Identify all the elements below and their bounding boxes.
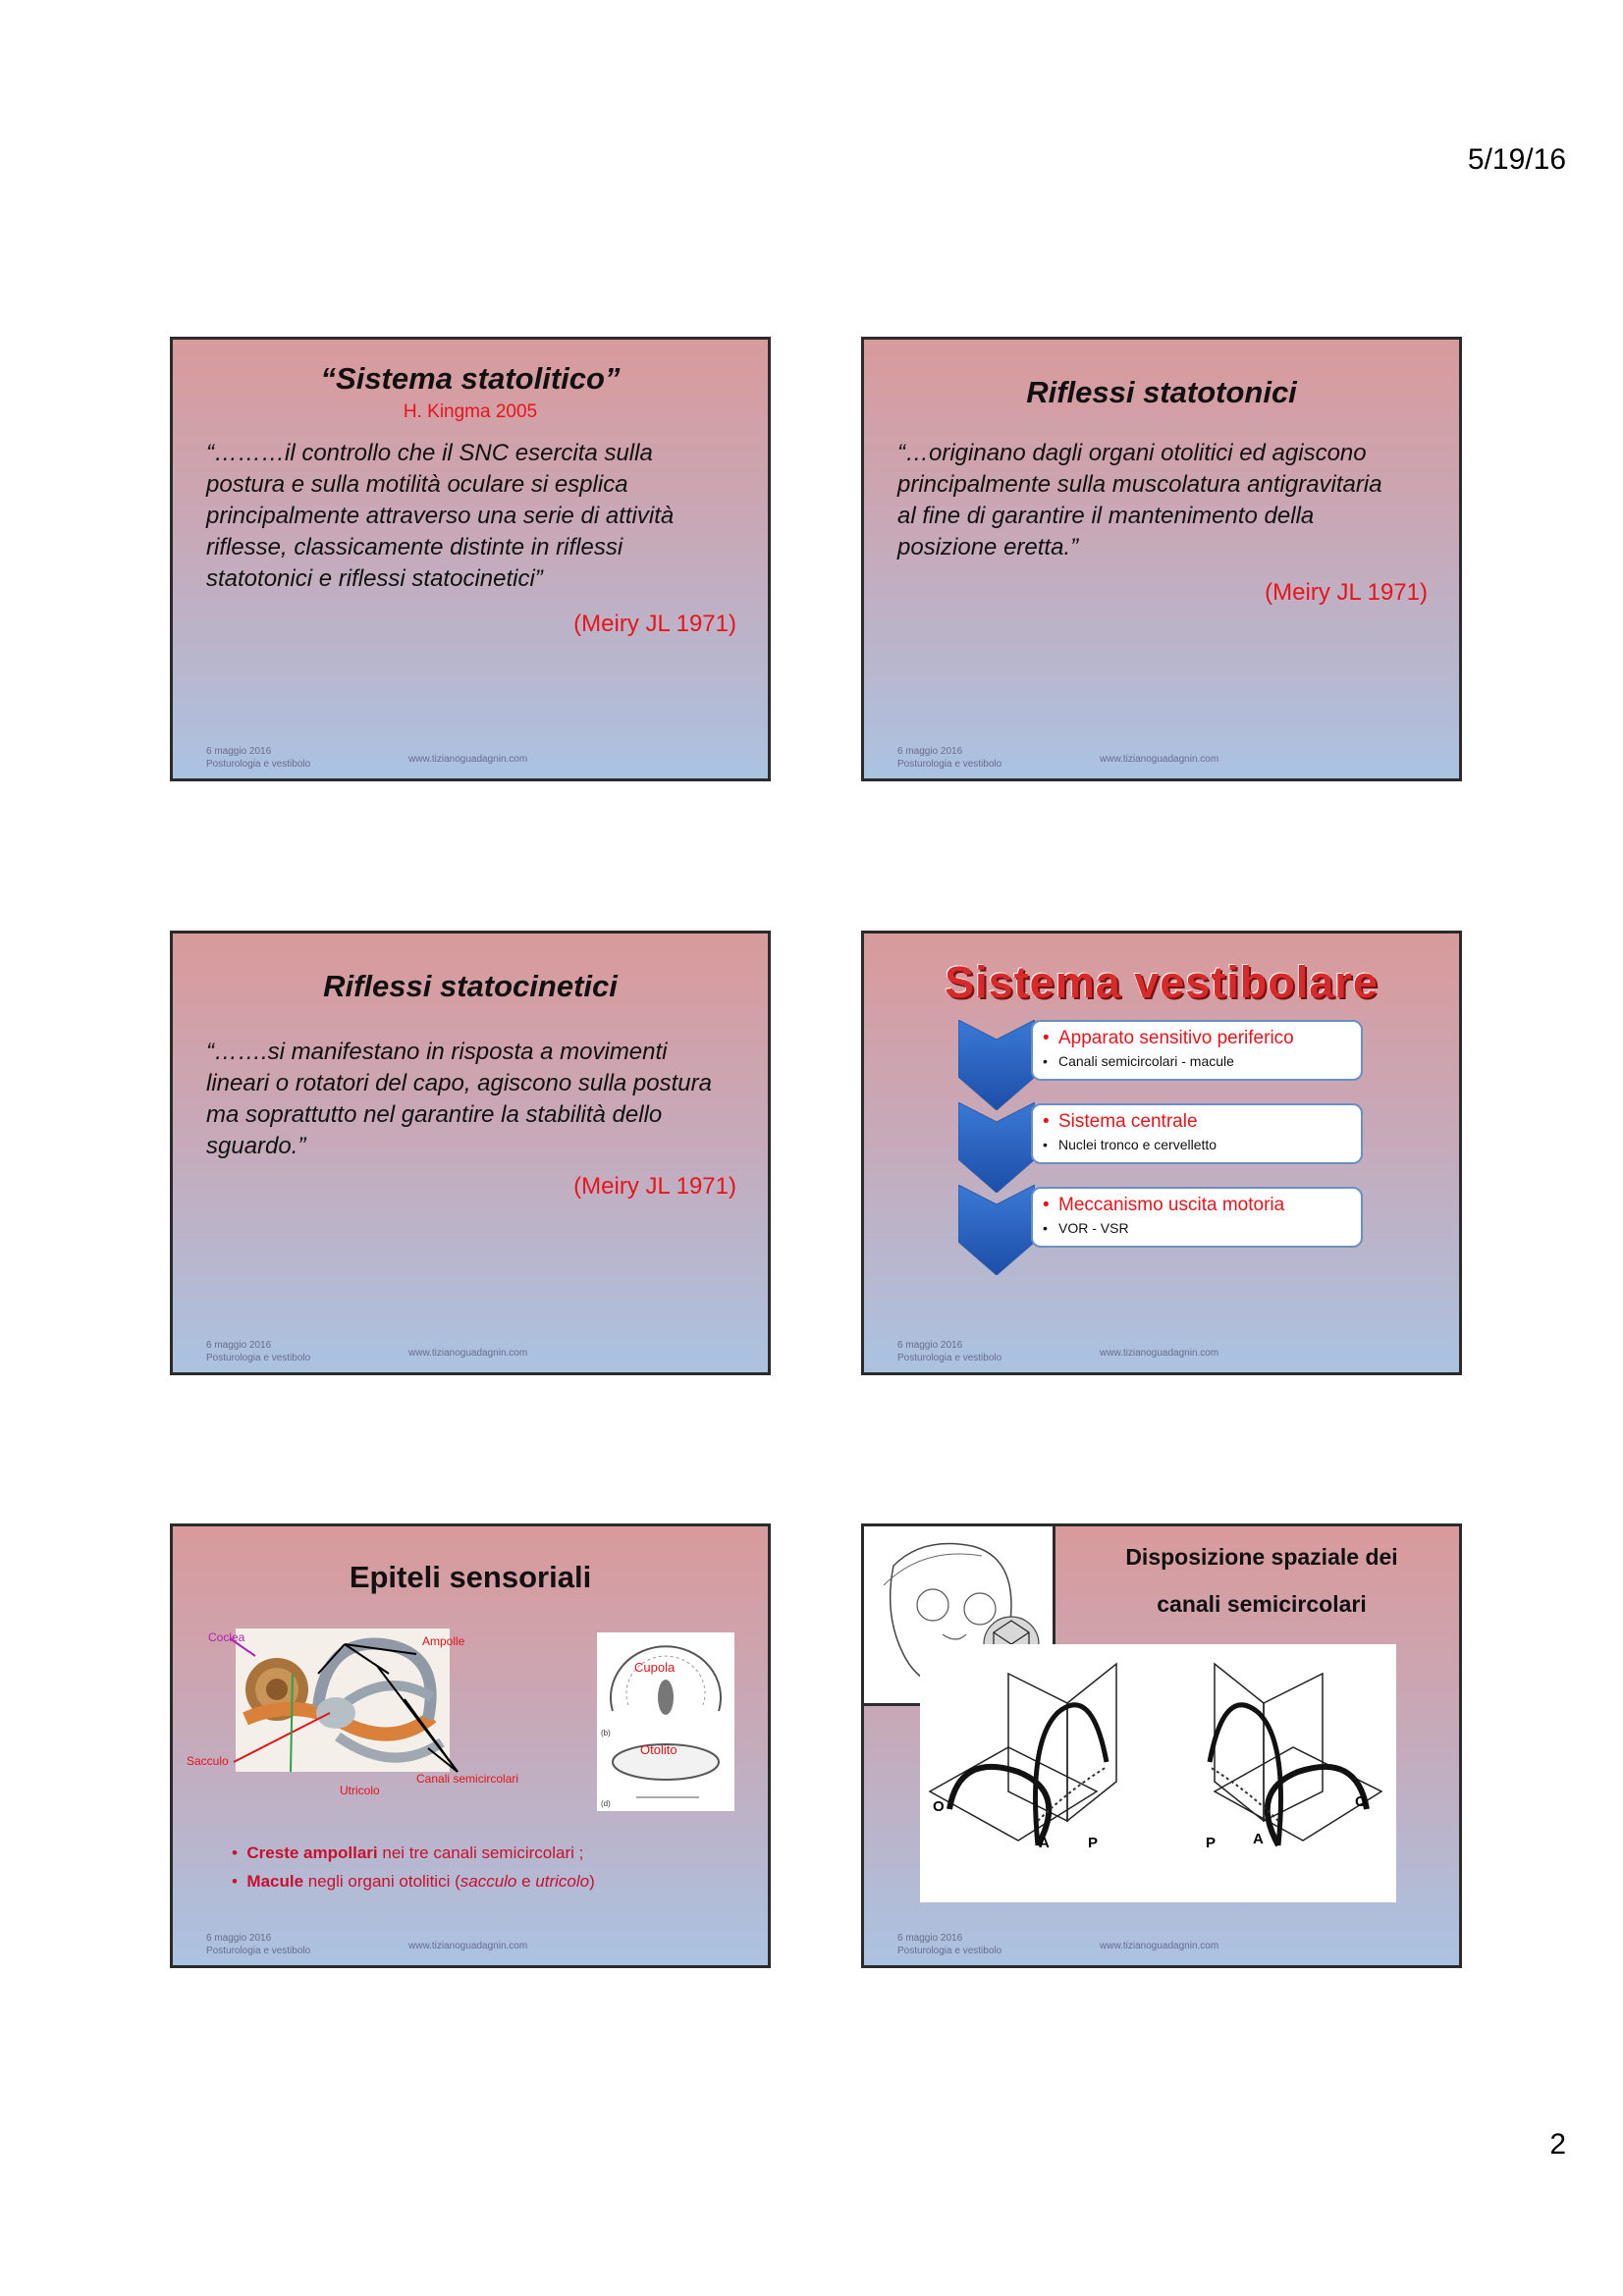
quote-text: [206, 438, 736, 595]
semicircular-canals-diagram: [920, 1644, 1396, 1902]
item-main: Apparato sensitivo periferico: [1058, 1028, 1294, 1048]
footer-course: Posturologia e vestibolo: [897, 1353, 1002, 1363]
footer-site: www.tizianoguadagnin.com: [1100, 1941, 1219, 1951]
item-main: Meccanismo uscita motoria: [1058, 1195, 1285, 1215]
quote-line: lineari o rotatori del capo, agiscono sulla postura: [206, 1070, 712, 1096]
bullet-list: [232, 1839, 595, 1896]
label-sacculo: Sacculo: [187, 1754, 229, 1768]
slide-sistema-vestibolare: [861, 931, 1462, 1375]
footer-site: www.tizianoguadagnin.com: [408, 754, 528, 765]
list-item: [1031, 1187, 1363, 1248]
slide-title-line: canali semicircolari: [1157, 1591, 1367, 1617]
list-item: • Creste ampollari nei tre canali semicircolari ;: [232, 1843, 584, 1862]
slide-disposizione-canali: [861, 1523, 1462, 1968]
bullet: •: [1043, 1195, 1050, 1215]
slide-title: Riflessi statotonici: [1026, 375, 1297, 409]
page-number: 2: [1549, 2128, 1566, 2161]
list-item: [1031, 1020, 1363, 1081]
slide-epiteli-sensoriali: [170, 1523, 771, 1968]
bullet: •: [1043, 1111, 1050, 1132]
item-sub: Canali semicircolari - macule: [1058, 1053, 1234, 1069]
list-item: • Macule negli organi otolitici (sacculo e utricolo): [232, 1872, 595, 1891]
footer-course: Posturologia e vestibolo: [206, 759, 311, 770]
citation: (Meiry JL 1971): [573, 611, 736, 637]
footer-date: 6 maggio 2016: [897, 746, 963, 757]
label-fig-d: (d): [601, 1799, 611, 1808]
slide-title: Epiteli sensoriali: [349, 1560, 592, 1594]
footer-site: www.tizianoguadagnin.com: [408, 1941, 528, 1951]
slide-footer-left: [206, 1932, 310, 1957]
quote-line: statotonici e riflessi statocinetici”: [206, 565, 543, 592]
quote-line: sguardo.”: [206, 1133, 306, 1159]
item-strong: Creste ampollari: [246, 1843, 378, 1862]
label-a: A: [1039, 1835, 1050, 1851]
label-ampolle: Ampolle: [422, 1634, 465, 1648]
chevron-down-icon: [958, 1102, 1035, 1193]
item-italic: sacculo: [460, 1872, 517, 1891]
item-sub: Nuclei tronco e cervelletto: [1058, 1137, 1217, 1152]
footer-course: Posturologia e vestibolo: [897, 759, 1002, 770]
item-sub: VOR - VSR: [1058, 1220, 1129, 1236]
label-o: O: [933, 1798, 945, 1815]
item-text: e: [516, 1872, 536, 1891]
label-p: P: [1206, 1835, 1217, 1851]
label-fig-b: (b): [601, 1729, 611, 1737]
quote-line: postura e sulla motilità oculare si esplica: [206, 471, 628, 498]
bullet: •: [1043, 1137, 1048, 1152]
label-canali: Canali semicircolari: [416, 1772, 519, 1786]
item-text: negli organi otolitici (: [303, 1872, 460, 1891]
slide-riflessi-statotonici: [861, 337, 1462, 781]
bullet: •: [1043, 1028, 1050, 1048]
list-item: [1031, 1103, 1363, 1164]
slide-title: Riflessi statocinetici: [323, 969, 618, 1003]
quote-line: principalmente sulla muscolatura antigravitaria: [897, 471, 1382, 498]
bullet: •: [1043, 1053, 1048, 1069]
slide-footer-left: [897, 745, 1001, 771]
footer-site: www.tizianoguadagnin.com: [408, 1348, 528, 1359]
chevron-down-icon: [958, 1185, 1035, 1275]
slide-footer-left: [206, 745, 310, 771]
label-a: A: [1253, 1831, 1264, 1847]
label-coclea: Coclea: [208, 1630, 245, 1644]
quote-line: riflesse, classicamente distinte in riflessi: [206, 534, 623, 561]
label-p: P: [1088, 1835, 1099, 1851]
bullet: •: [1043, 1220, 1048, 1236]
slide-footer-left: [897, 1932, 1001, 1957]
chevron-down-icon: [958, 1020, 1035, 1110]
citation: (Meiry JL 1971): [573, 1173, 736, 1200]
footer-date: 6 maggio 2016: [206, 1933, 272, 1944]
footer-course: Posturologia e vestibolo: [897, 1946, 1002, 1956]
quote-line: al fine di garantire il mantenimento della: [897, 503, 1315, 529]
label-utricolo: Utricolo: [340, 1784, 380, 1797]
slide-sistema-statolitico: [170, 337, 771, 781]
footer-site: www.tizianoguadagnin.com: [1100, 1348, 1219, 1359]
slide-title: Sistema vestibolare: [945, 957, 1379, 1007]
slide-footer-left: [897, 1339, 1001, 1364]
slide-subtitle: H. Kingma 2005: [403, 401, 538, 422]
slide-title: “Sistema statolitico”: [320, 361, 621, 396]
label-cupola: Cupola: [634, 1660, 676, 1675]
citation: (Meiry JL 1971): [1265, 579, 1428, 606]
footer-date: 6 maggio 2016: [206, 1340, 272, 1351]
item-italic: utricolo: [535, 1872, 590, 1891]
footer-course: Posturologia e vestibolo: [206, 1946, 311, 1956]
quote-text: [206, 1037, 736, 1162]
slide-riflessi-statocinetici: [170, 931, 771, 1375]
footer-date: 6 maggio 2016: [897, 1340, 963, 1351]
quote-text: [897, 438, 1428, 563]
slide-title-line: Disposizione spaziale dei: [1125, 1544, 1398, 1570]
page-date: 5/19/16: [1467, 143, 1566, 176]
quote-line: “…….si manifestano in risposta a movimenti: [206, 1039, 668, 1065]
item-text: ): [589, 1872, 595, 1891]
item-strong: Macule: [246, 1872, 304, 1891]
quote-line: posizione eretta.”: [897, 534, 1079, 561]
quote-line: “…originano dagli organi otolitici ed agiscono: [897, 440, 1367, 466]
label-otolito: Otolito: [640, 1742, 677, 1757]
quote-line: principalmente attraverso una serie di attività: [206, 503, 675, 529]
slide-footer-left: [206, 1339, 310, 1364]
footer-course: Posturologia e vestibolo: [206, 1353, 311, 1363]
item-text: nei tre canali semicircolari ;: [377, 1843, 584, 1862]
footer-site: www.tizianoguadagnin.com: [1100, 754, 1219, 765]
label-o: O: [1355, 1793, 1367, 1810]
footer-date: 6 maggio 2016: [206, 746, 272, 757]
footer-date: 6 maggio 2016: [897, 1933, 963, 1944]
quote-line: “………il controllo che il SNC esercita sulla: [206, 440, 653, 466]
quote-line: ma soprattutto nel garantire la stabilità dello: [206, 1101, 663, 1128]
item-main: Sistema centrale: [1058, 1111, 1198, 1132]
